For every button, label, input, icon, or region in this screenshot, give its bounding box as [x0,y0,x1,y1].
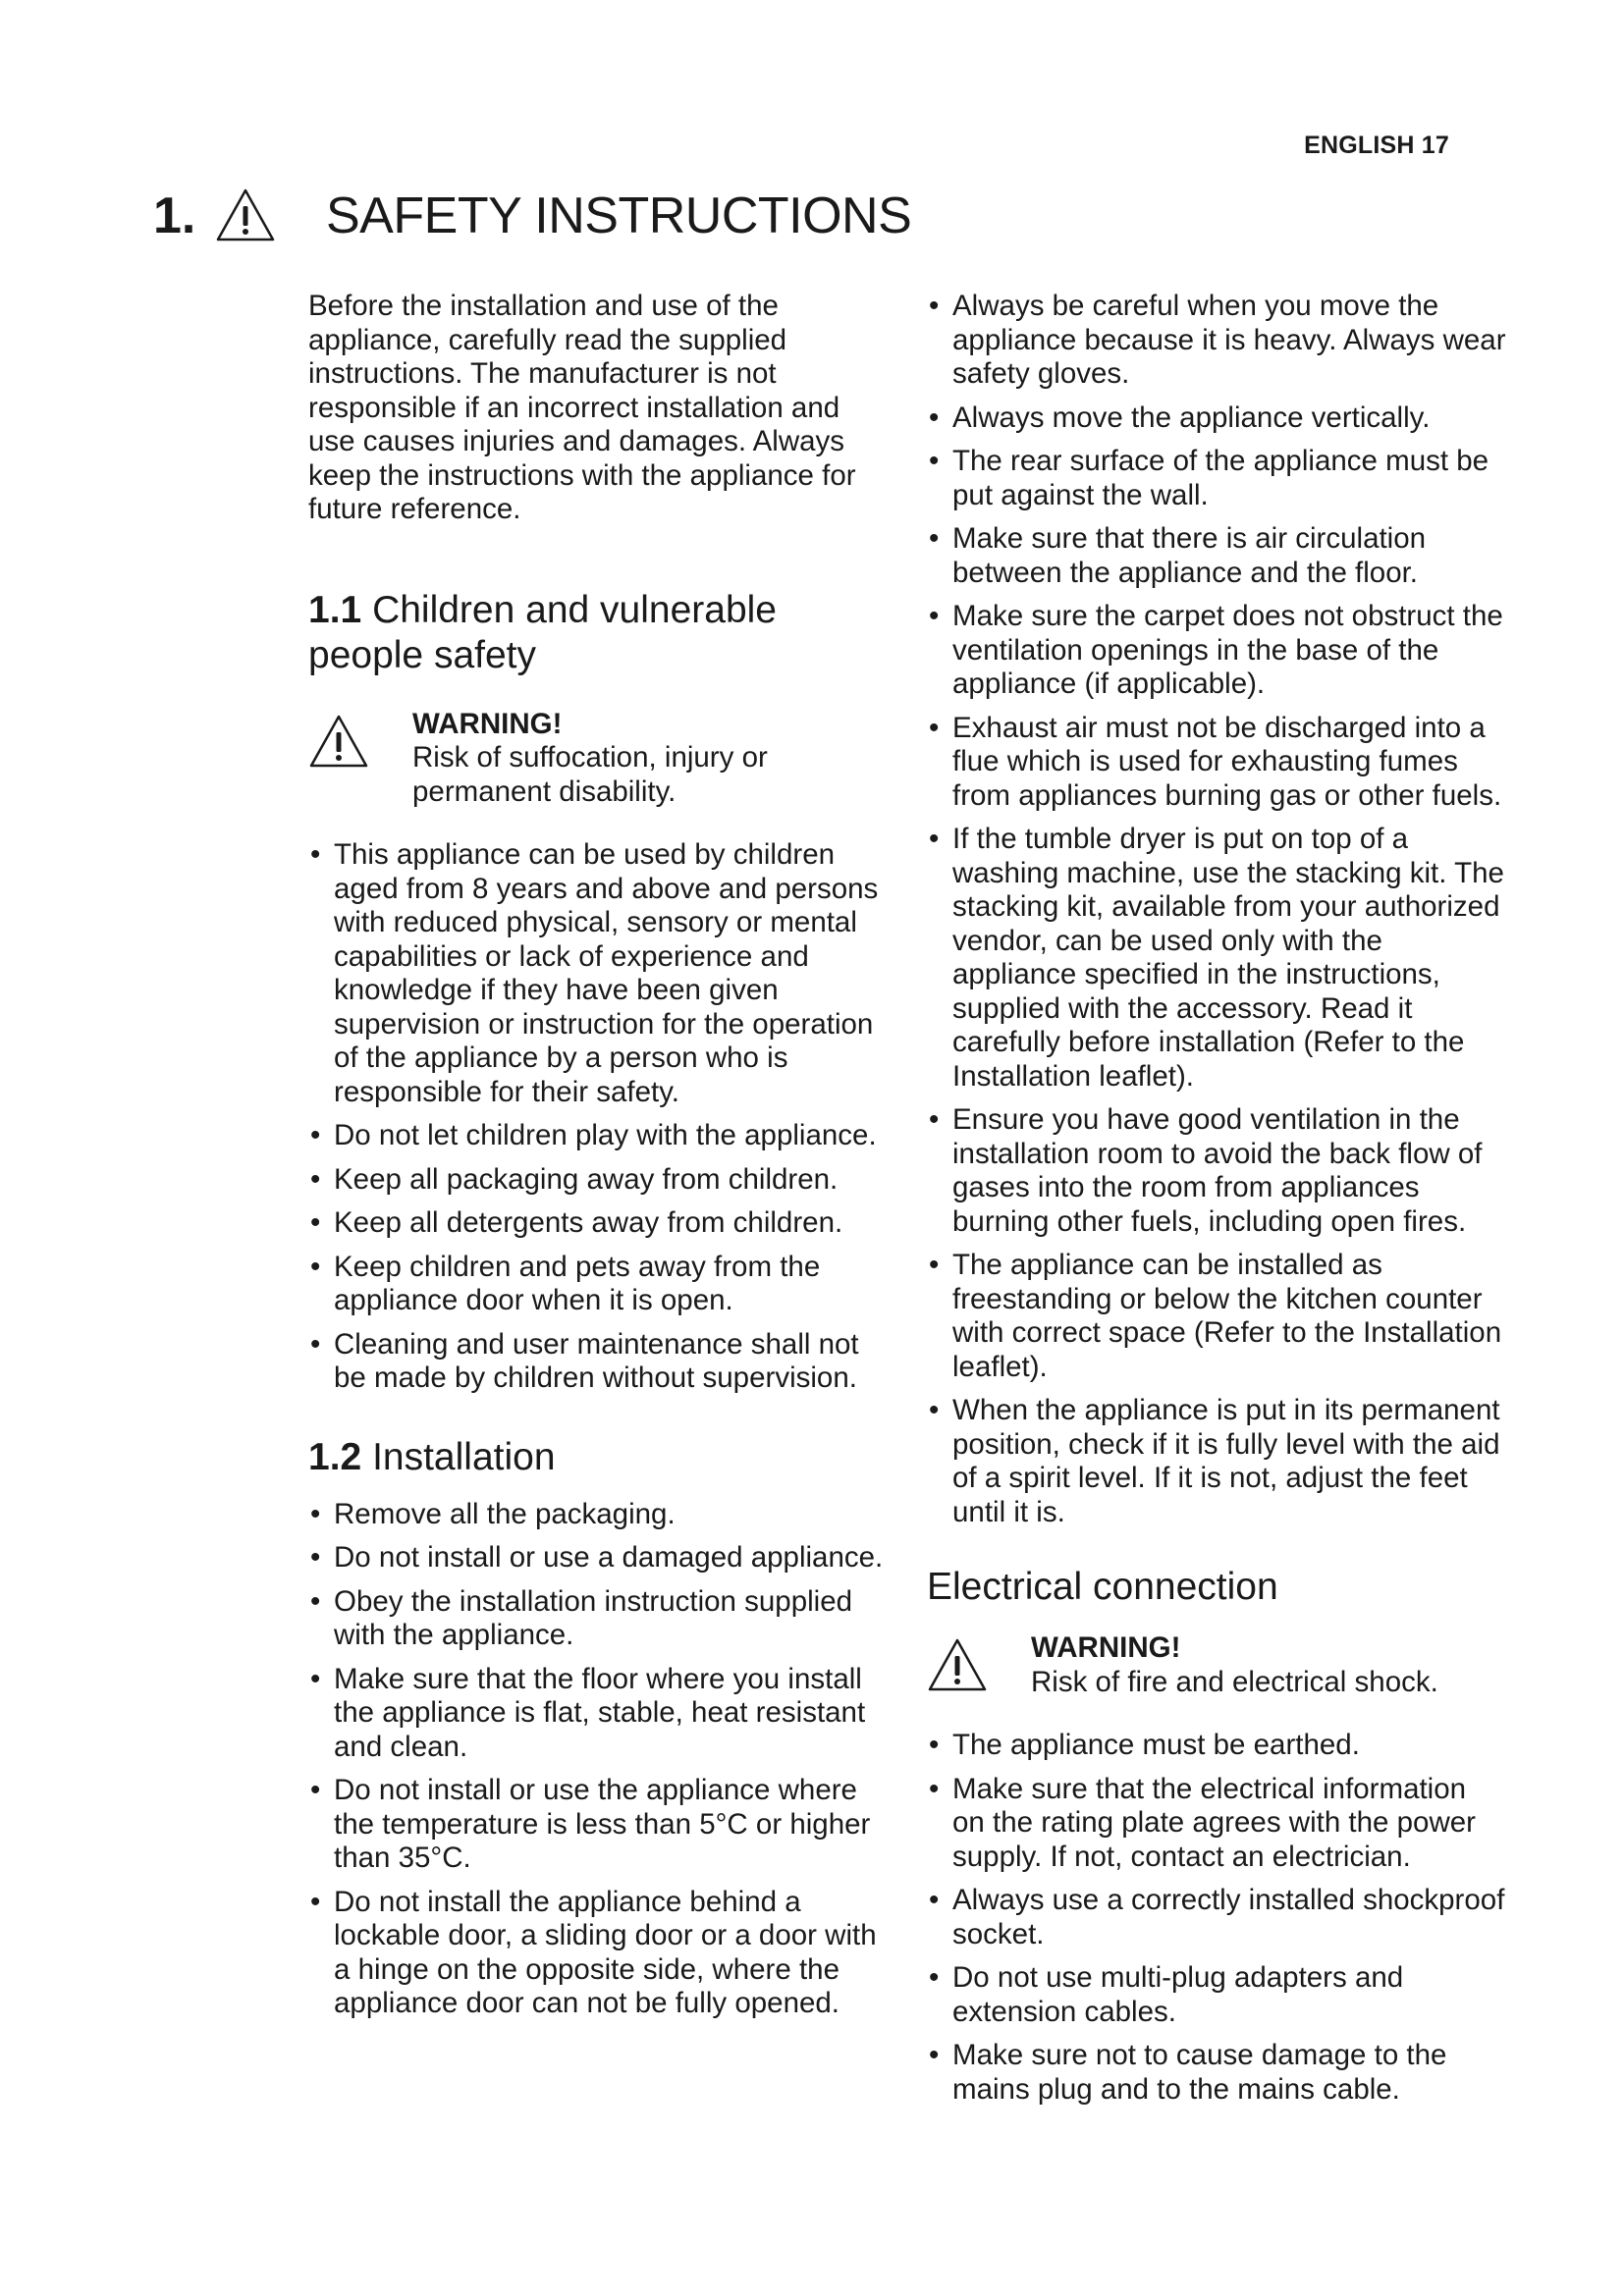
section-number: 1.1 [308,588,362,631]
children-safety-list [308,838,888,1396]
left-column [308,290,888,2031]
installation-list [308,1498,888,2021]
list-item: • Remove all the packaging. [308,1498,888,1532]
warning-triangle-icon [927,1637,988,1694]
warning-box-electrical [927,1631,1506,1699]
list-item: • Make sure that the electrical information on the rating plate agrees with the power supply. If not, contact an electrician. [927,1773,1506,1875]
intro-paragraph: Before the installation and use of the appliance, carefully read the supplied instructions. The manufacturer is not responsible if an incorrect installation and use causes injuries and damages. Always keep the instructions with the appliance for future reference. [308,290,856,525]
list-item: • When the appliance is put in its permanent position, check if it is fully level with the aid of a spirit level. If it is not, adjust the feet until it is. [927,1394,1506,1529]
list-item: • Make sure not to cause damage to the mains plug and to the mains cable. [927,2039,1506,2107]
list-item: • Make sure the carpet does not obstruct the ventilation openings in the base of the appliance (if applicable). [927,600,1506,702]
section-heading-children [308,588,888,678]
section-heading-installation [308,1435,888,1480]
list-item: • Do not install or use a damaged appliance. [308,1541,888,1575]
list-item: • Make sure that the floor where you install the appliance is flat, stable, heat resistant and clean. [308,1663,888,1765]
list-item: • Keep all packaging away from children. [308,1163,888,1198]
list-item: • Obey the installation instruction supplied with the appliance. [308,1585,888,1653]
list-item: • Do not install or use the appliance where the temperature is less than 5°C or higher than 35°C. [308,1774,888,1876]
warning-text: Risk of suffocation, injury or permanent disability. [412,741,768,808]
list-item: • Always use a correctly installed shockproof socket. [927,1884,1506,1951]
list-item: • Cleaning and user maintenance shall not be made by children without supervision. [308,1328,888,1396]
list-item: • Keep all detergents away from children. [308,1206,888,1241]
list-item: • Do not let children play with the appliance. [308,1119,888,1153]
warning-triangle-icon [214,187,277,245]
warning-text: Risk of fire and electrical shock. [1031,1665,1438,1698]
section-title-text: Children and vulnerable people safety [308,588,777,676]
list-item: • This appliance can be used by children aged from 8 years and above and persons with reduced physical, sensory or mental capabilities or lack of experience and knowledge if they have been given supervision or instruction for the operation of the appliance by a person who is responsible for their safety. [308,838,888,1109]
installation-list-continued [927,290,1506,1529]
list-item: • Make sure that there is air circulation between the appliance and the floor. [927,522,1506,590]
list-item: • Always move the appliance vertically. [927,401,1506,436]
section-heading-electrical: Electrical connection [927,1566,1278,1608]
list-item: • Do not use multi-plug adapters and extension cables. [927,1961,1506,2029]
list-item: • Keep children and pets away from the appliance door when it is open. [308,1251,888,1318]
list-item: • The appliance can be installed as freestanding or below the kitchen counter with correct space (Refer to the Installation leaflet). [927,1249,1506,1384]
warning-triangle-icon [308,714,369,771]
list-item: • The appliance must be earthed. [927,1729,1506,1763]
right-column [927,290,1506,2116]
electrical-list [927,1729,1506,2107]
list-item: • Ensure you have good ventilation in the installation room to avoid the back flow of gases into the room from appliances burning other fuels, including open fires. [927,1103,1506,1239]
warning-label: WARNING! [412,707,563,740]
warning-body [412,708,888,810]
list-item: • Exhaust air must not be discharged into a flue which is used for exhausting fumes from appliances burning gas or other fuels. [927,712,1506,814]
list-item: • Always be careful when you move the appliance because it is heavy. Always wear safety gloves. [927,290,1506,392]
chapter-number: 1. [153,187,196,244]
list-item: • Do not install the appliance behind a lockable door, a sliding door or a door with a hinge on the opposite side, where the appliance door can not be fully opened. [308,1886,888,2021]
warning-label: WARNING! [1031,1631,1181,1664]
chapter-heading [153,177,911,255]
warning-box-children [308,708,888,810]
section-number: 1.2 [308,1435,362,1478]
list-item: • If the tumble dryer is put on top of a washing machine, use the stacking kit. The stacking kit, available from your authorized vendor, can be used only with the appliance specified in the instructions, supplied with the accessory. Read it carefully before installation (Refer to the Installation leaflet). [927,823,1506,1094]
section-title-text: Installation [372,1435,556,1478]
chapter-title: SAFETY INSTRUCTIONS [326,187,912,244]
page-header-label: ENGLISH 17 [1304,132,1449,159]
list-item: • The rear surface of the appliance must be put against the wall. [927,445,1506,512]
warning-body [1031,1631,1438,1699]
